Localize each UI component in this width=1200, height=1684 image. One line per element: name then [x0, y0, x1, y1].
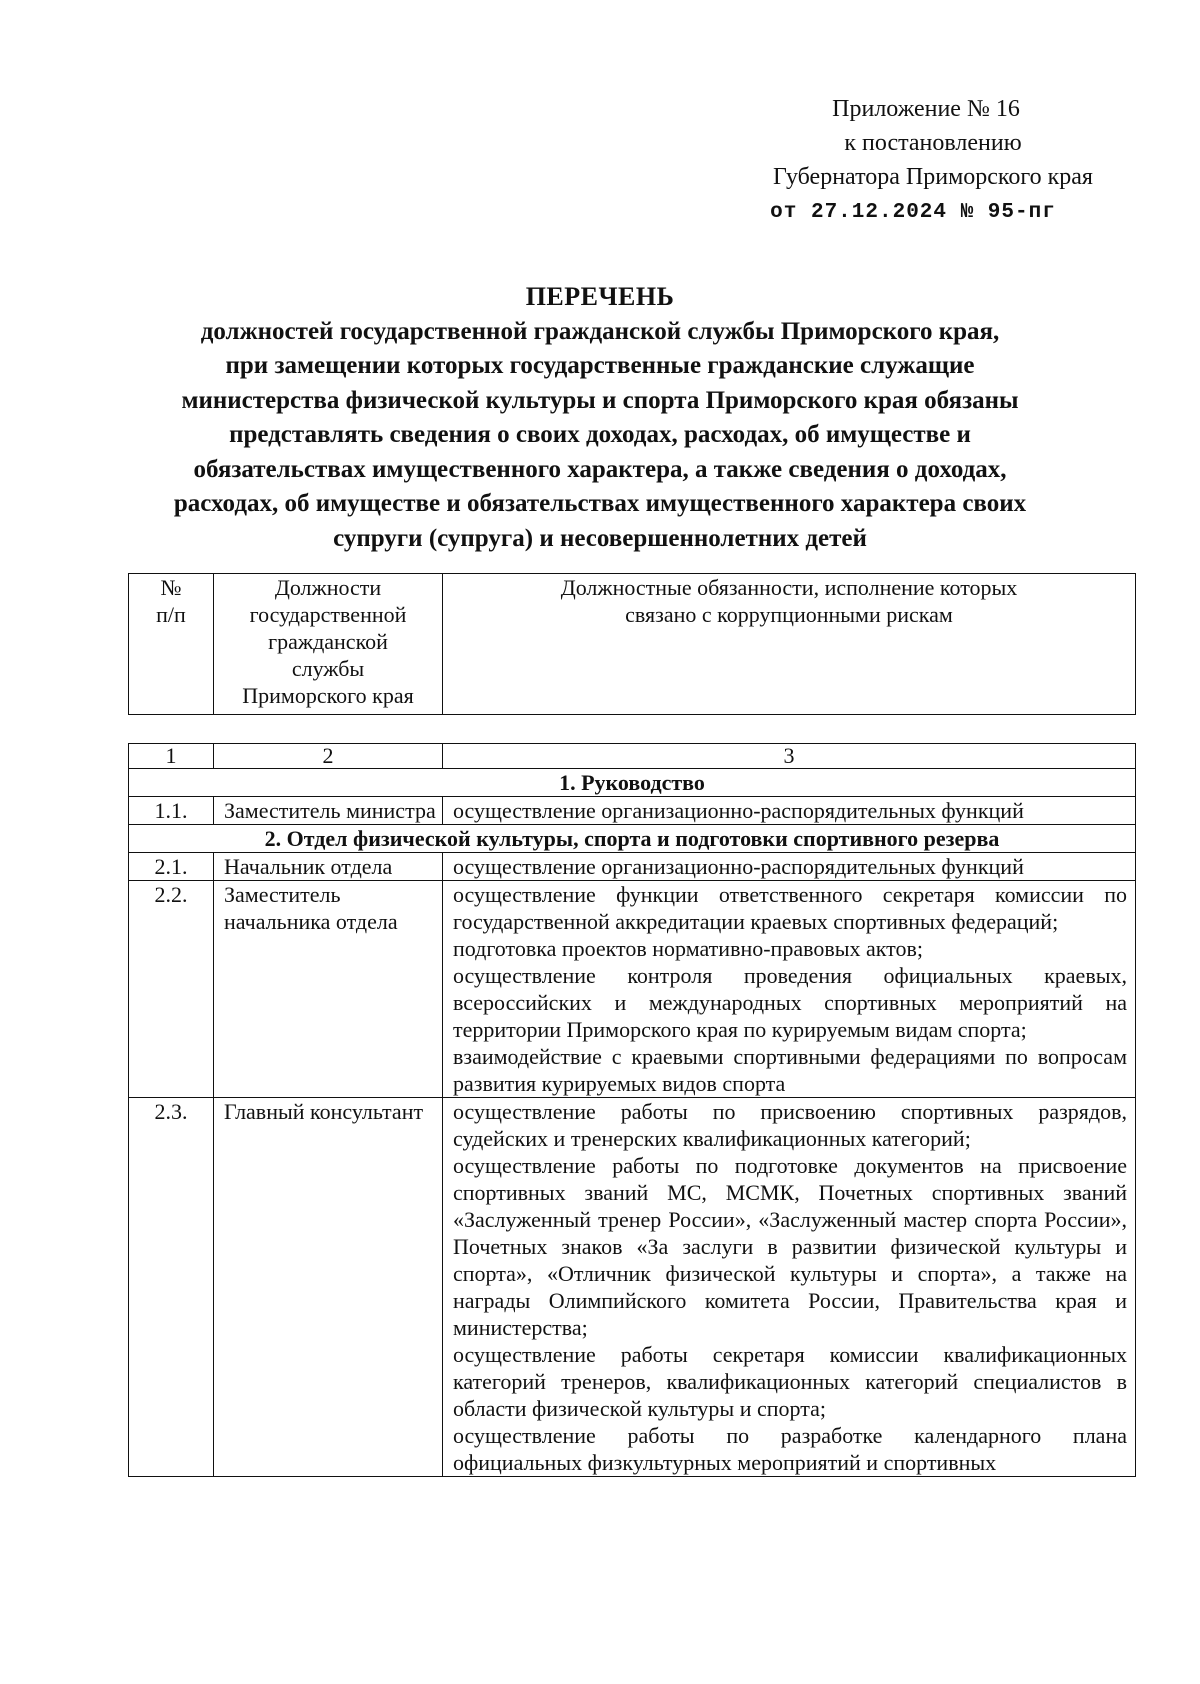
column-header-table — [128, 573, 1136, 715]
position-cell: Заместитель министра — [214, 797, 443, 825]
row-number: 1.1. — [129, 797, 214, 825]
table-row — [129, 853, 1136, 881]
header-number-cell: № п/п — [129, 574, 214, 715]
position-cell: Начальник отдела — [214, 853, 443, 881]
col-number-2: 2 — [214, 744, 443, 769]
column-header-row — [129, 574, 1136, 715]
duties-cell — [443, 881, 1136, 1098]
duty-item: осуществление организационно-распорядительных функций — [453, 854, 1024, 879]
section-heading: 1. Руководство — [129, 769, 1136, 797]
row-number: 2.1. — [129, 853, 214, 881]
row-number: 2.2. — [129, 881, 214, 1098]
table-row — [129, 1098, 1136, 1477]
appendix-number: Приложение № 16 — [832, 96, 1020, 122]
title-heading: ПЕРЕЧЕНЬ — [525, 282, 675, 311]
appendix-block — [733, 92, 1133, 230]
appendix-resolution: к постановлению — [844, 130, 1022, 156]
title-line: при замещении которых государственные гражданские служащие — [225, 352, 975, 379]
title-line: супруги (супруга) и несовершеннолетних детей — [333, 524, 867, 552]
duty-item: осуществление работы по присвоению спортивных разрядов, судейских и тренерских квалификационных категорий; — [453, 1099, 1127, 1151]
duty-item: взаимодействие с краевыми спортивными федерациями по вопросам развития курируемых видов спорта — [453, 1044, 1127, 1096]
header-duties-cell: Должностные обязанности, исполнение которых связано с коррупционными рискам — [443, 574, 1136, 715]
position-cell: Заместитель начальника отдела — [214, 881, 443, 1098]
table-row — [129, 744, 1136, 769]
duties-cell — [443, 1098, 1136, 1477]
table-row — [129, 797, 1136, 825]
table-row — [129, 881, 1136, 1098]
duty-item: осуществление функции ответственного секретаря комиссии по государственной аккредитации краевых спортивных федераций; — [453, 882, 1127, 934]
header-position-cell: Должности государственной гражданской службы Приморского края — [214, 574, 443, 715]
duty-item: подготовка проектов нормативно-правовых актов; — [453, 936, 923, 961]
col-number-3: 3 — [443, 744, 1136, 769]
title-line: должностей государственной гражданской службы Приморского края, — [200, 317, 1000, 345]
title-line: представлять сведения о своих доходах, расходах, об имуществе и — [229, 421, 971, 448]
position-cell: Главный консультант — [214, 1098, 443, 1477]
section-row — [129, 769, 1136, 797]
row-number: 2.3. — [129, 1098, 214, 1477]
col-number-1: 1 — [129, 744, 214, 769]
duty-item: осуществление контроля проведения официальных краевых, всероссийских и международных спортивных мероприятий на территории Приморского края по курируемым видам спорта; — [453, 963, 1127, 1042]
title-line: министерства физической культуры и спорта Приморского края обязаны — [181, 386, 1019, 414]
title-line: обязательствах имущественного характера, а также сведения о доходах, — [193, 455, 1007, 483]
duties-cell — [443, 797, 1136, 825]
section-row — [129, 825, 1136, 853]
section-heading: 2. Отдел физической культуры, спорта и подготовки спортивного резерва — [129, 825, 1136, 853]
positions-table — [128, 743, 1136, 1477]
title-line: расходах, об имуществе и обязательствах имущественного характера своих — [173, 490, 1027, 517]
appendix-date-number: от 27.12.2024 № 95-пг — [770, 201, 1056, 224]
appendix-governor: Губернатора Приморского края — [773, 164, 1093, 190]
duty-item: осуществление работы по подготовке документов на присвоение спортивных званий МС, МСМК, Почетных спортивных званий «Заслуженный тренер России», «Заслуженный мастер спорта России», Почетных знаков «За заслуги в развитии физической культуры и спорта», «Отличник физической культуры и спорта», а также на награды Олимпийского комитета России, Правительства края и министерства; — [453, 1153, 1127, 1340]
duty-item: осуществление работы секретаря комиссии квалификационных категорий тренеров, квалификационных категорий специалистов в области физической культуры и спорта; — [453, 1342, 1127, 1421]
document-title — [130, 280, 1070, 556]
duty-item: осуществление организационно-распорядительных функций — [453, 798, 1024, 823]
duty-item: осуществление работы по разработке календарного плана официальных физкультурных мероприятий и спортивных — [453, 1423, 1127, 1475]
duties-cell — [443, 853, 1136, 881]
